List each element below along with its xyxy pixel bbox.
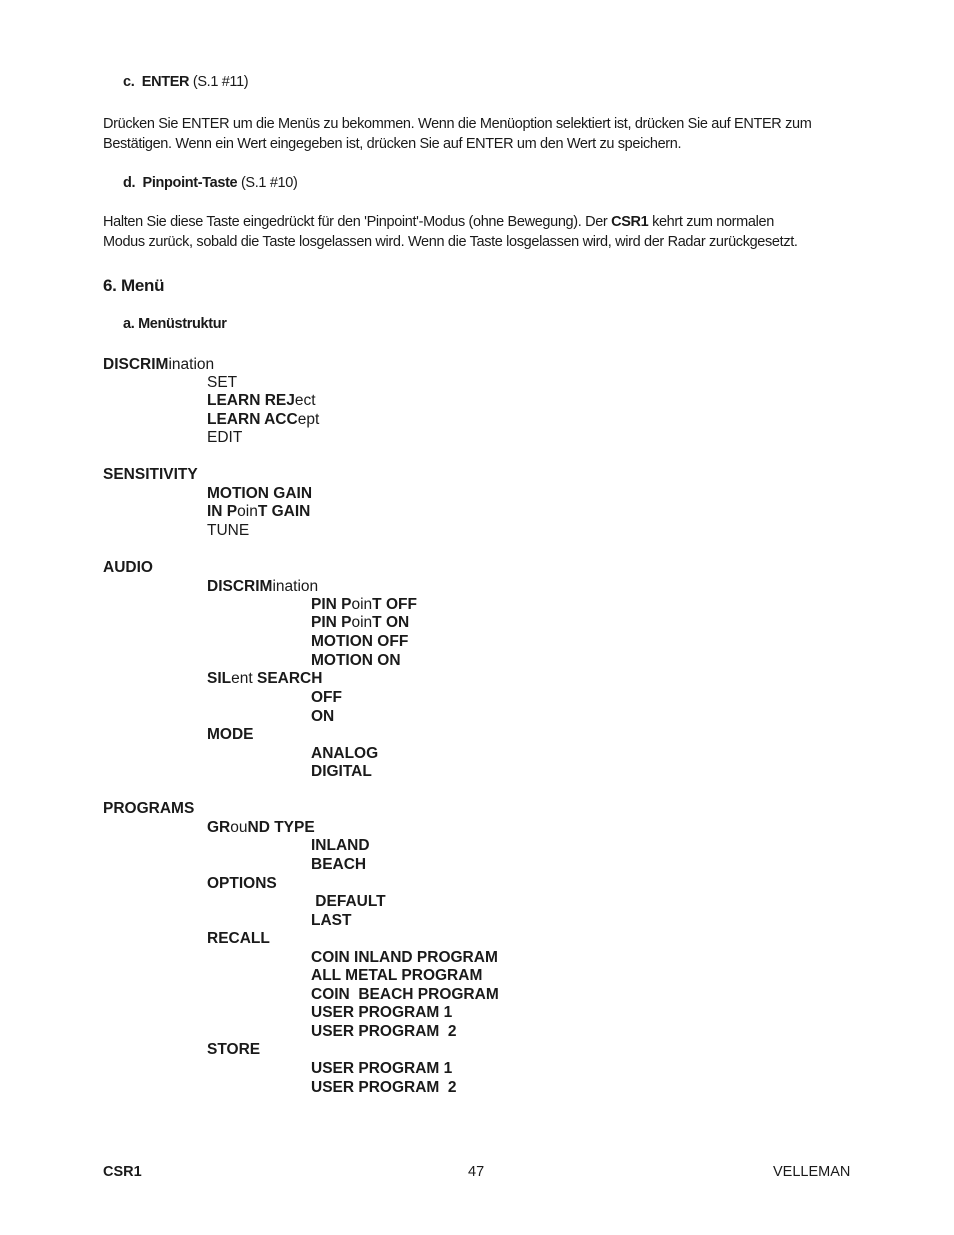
menu-beach: BEACH [311,856,367,873]
menu-silent-on: ON [311,708,335,725]
section-c-ref: (S.1 #11) [189,74,249,90]
menu-sensitivity: SENSITIVITY [103,466,198,483]
section-d-title: Pinpoint-Taste [142,175,238,191]
footer-brand: VELLEMAN [773,1164,851,1180]
menu-audio-discrimination: DISCRIMination [207,578,319,595]
menu-tune: TUNE [207,522,250,539]
menu-options: OPTIONS [207,875,277,892]
menu-silent-search: SILent SEARCH [207,670,323,687]
menu-pin-point-on: PIN PoinT ON [311,614,410,631]
section-c-heading [123,74,248,90]
menu-edit: EDIT [207,429,243,446]
section-c-marker: c. [123,74,135,90]
menu-ground-type: GRouND TYPE [207,819,315,836]
menu-recall-user-program-1: USER PROGRAM 1 [311,1004,453,1021]
section-heading-menu: 6. Menü [103,276,165,295]
section-d-line-1: Halten Sie diese Taste eingedrückt für den 'Pinpoint'-Modus (ohne Bewegung). Der CSR1 kehrt zum normalen [103,214,774,230]
menu-all-metal-program: ALL METAL PROGRAM [311,967,483,984]
section-d-ref: (S.1 #10) [237,175,298,191]
menu-silent-off: OFF [311,689,342,706]
section-c-line-1: Drücken Sie ENTER um die Menüs zu bekommen. Wenn die Menüoption selektiert ist, drücken Sie auf ENTER zum [103,116,812,132]
menu-last: LAST [311,912,352,929]
section-d-heading [123,175,297,191]
menu-pin-point-off: PIN PoinT OFF [311,596,417,613]
menu-motion-gain: MOTION GAIN [207,485,313,502]
menu-recall-user-program-2: USER PROGRAM 2 [311,1023,457,1040]
menu-store-user-program-1: USER PROGRAM 1 [311,1060,453,1077]
menu-in-point-gain: IN PoinT GAIN [207,503,311,520]
menu-set: SET [207,374,238,391]
menu-programs: PROGRAMS [103,800,195,817]
menu-mode: MODE [207,726,254,743]
section-c-paragraph [103,114,811,154]
menu-coin-beach-program: COIN BEACH PROGRAM [311,986,499,1003]
subheading-menu-structure: a. Menüstruktur [123,316,227,332]
menu-learn-accept: LEARN ACCept [207,411,320,428]
section-d-paragraph [103,212,798,252]
footer-model: CSR1 [103,1164,142,1180]
menu-motion-off: MOTION OFF [311,633,409,650]
menu-discrimination: DISCRIMination [103,356,215,373]
footer-page-number: 47 [468,1164,485,1180]
menu-inland: INLAND [311,837,370,854]
menu-store: STORE [207,1041,261,1058]
menu-learn-reject: LEARN REJect [207,392,316,409]
menu-analog: ANALOG [311,745,379,762]
section-c-title: ENTER [141,74,190,90]
menu-default: DEFAULT [311,893,386,910]
menu-motion-on: MOTION ON [311,652,401,669]
section-d-marker: d. [123,175,136,191]
product-name: CSR1 [611,214,649,230]
menu-recall: RECALL [207,930,270,947]
menu-coin-inland-program: COIN INLAND PROGRAM [311,949,498,966]
section-d-line-2: Modus zurück, sobald die Taste losgelassen wird. Wenn die Taste losgelassen wird, wird der Radar zurückgesetzt. [103,234,798,250]
menu-audio: AUDIO [103,559,153,576]
menu-store-user-program-2: USER PROGRAM 2 [311,1079,457,1096]
section-c-line-2: Bestätigen. Wenn ein Wert eingegeben ist, drücken Sie auf ENTER um den Wert zu speichern. [103,136,682,152]
menu-digital: DIGITAL [311,763,372,780]
